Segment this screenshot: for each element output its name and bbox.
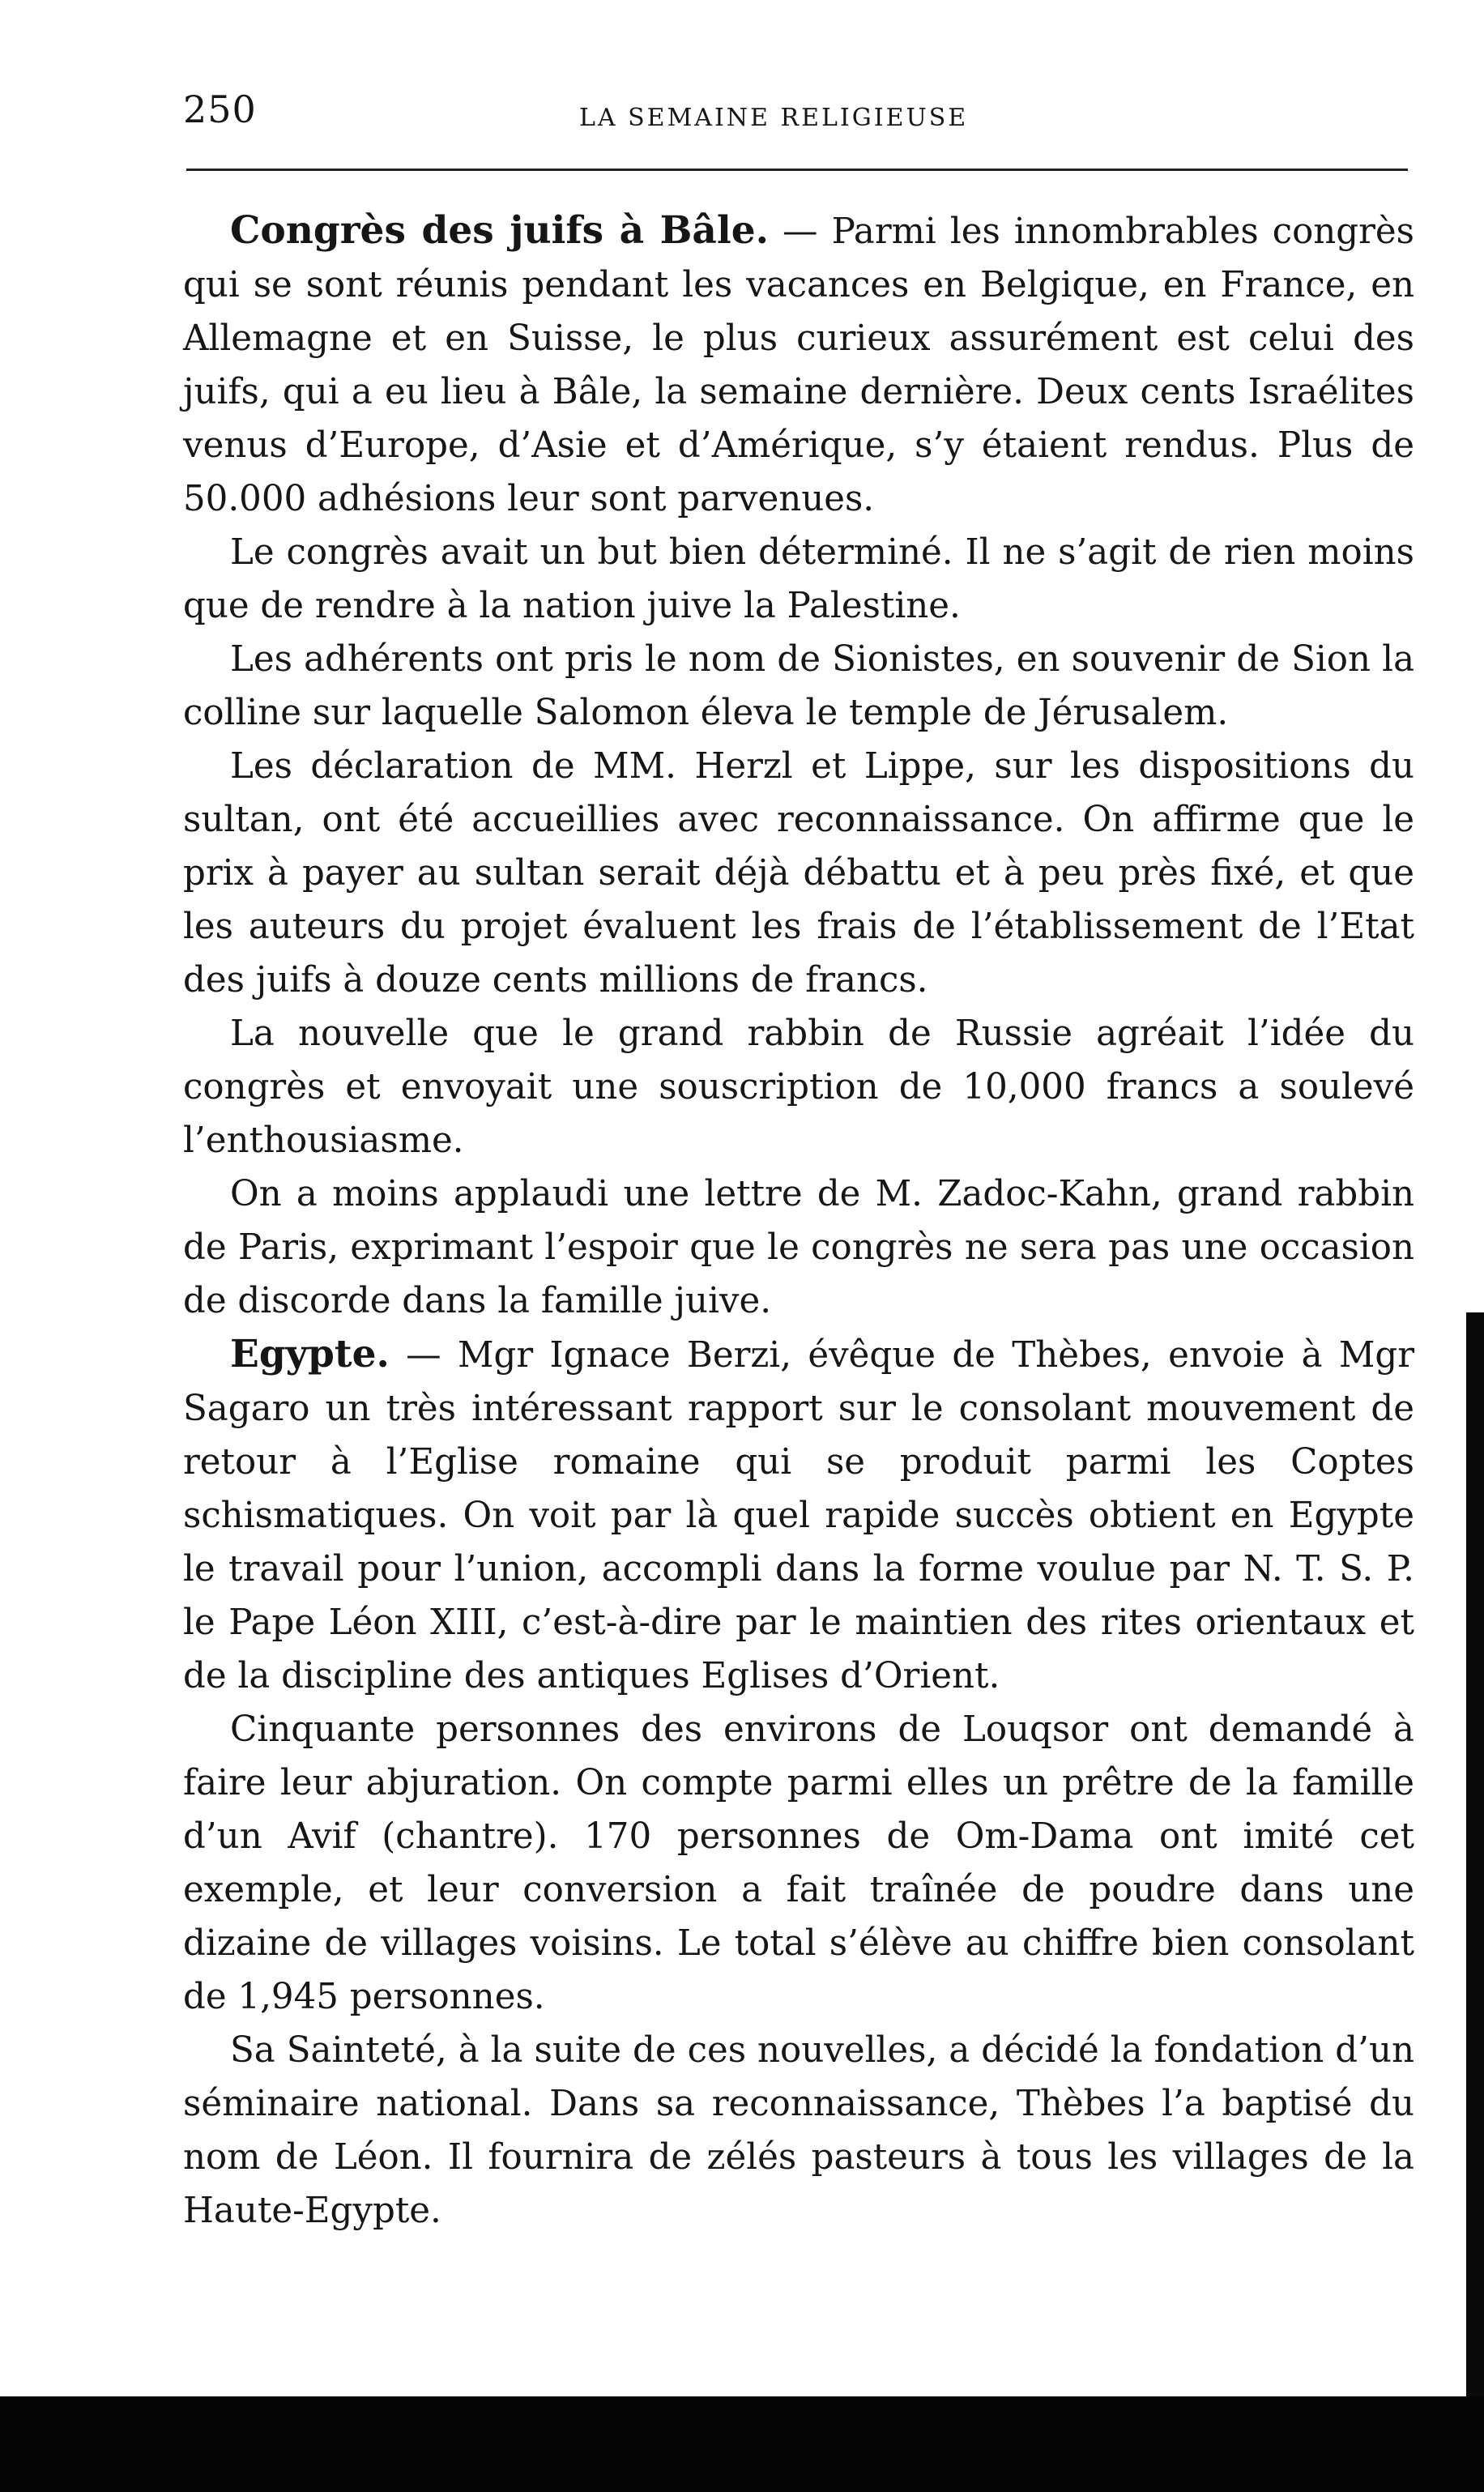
- paragraph-text: Sa Sainteté, à la suite de ces nouvelles, a décidé la fondation d’un séminaire national. Dans sa reconnaissance, Thèbes l’a baptisé du nom de Léon. Il fournira de zélés pasteurs à tous les villages de la Haute-Egypte.: [183, 2030, 1414, 2231]
- paragraph-text: — Parmi les innombrables congrès qui se sont réunis pendant les vacances en Belgique, en France, en Allemagne et en Suisse, le plus curieux assurément est celui des juifs, qui a eu lieu à Bâle, la semaine dernière. Deux cents Israélites venus d’Europe, d’Asie et d’Amérique, s’y étaient rendus. Plus de 50.000 adhésions leur sont parvenues.: [183, 211, 1414, 519]
- running-title: LA SEMAINE RELIGIEUSE: [579, 104, 969, 132]
- paragraph-text: Les adhérents ont pris le nom de Sionistes, en souvenir de Sion la colline sur laquelle Salomon éleva le temple de Jérusalem.: [183, 639, 1414, 733]
- section-title: Egypte.: [230, 1332, 390, 1376]
- paragraph-text: On a moins applaudi une lettre de M. Zadoc-Kahn, grand rabbin de Paris, exprimant l’espoir que le congrès ne sera pas une occasion de discorde dans la famille juive.: [183, 1174, 1414, 1321]
- article-body: [183, 204, 1414, 2238]
- paragraph: [183, 2024, 1414, 2238]
- scan-bottom-border: [0, 2396, 1484, 2492]
- paragraph: [183, 1167, 1414, 1328]
- scan-shadow-edge: [1466, 1312, 1484, 2398]
- page-number: 250: [183, 87, 257, 131]
- paragraph: [183, 740, 1414, 1007]
- paragraph-text: La nouvelle que le grand rabbin de Russie agréait l’idée du congrès et envoyait une souscription de 10,000 francs a soulevé l’enthousiasme.: [183, 1013, 1414, 1161]
- header-rule: [186, 169, 1408, 171]
- paragraph: [183, 633, 1414, 740]
- paragraph: [183, 1007, 1414, 1167]
- section-title: Congrès des juifs à Bâle.: [230, 208, 769, 253]
- paragraph-text: Cinquante personnes des environs de Louqsor ont demandé à faire leur abjuration. On compte parmi elles un prêtre de la famille d’un Avif (chantre). 170 personnes de Om-Dama ont imité cet exemple, et leur conversion a fait traînée de poudre dans une dizaine de villages voisins. Le total s’élève au chiffre bien consolant de 1,945 personnes.: [183, 1709, 1414, 2017]
- paragraph-text: — Mgr Ignace Berzi, évêque de Thèbes, envoie à Mgr Sagaro un très intéressant rapport sur le consolant mouvement de retour à l’Eglise romaine qui se produit parmi les Coptes schismatiques. On voit par là quel rapide succès obtient en Egypte le travail pour l’union, accompli dans la forme voulue par N. T. S. P. le Pape Léon XIII, c’est-à-dire par le maintien des rites orientaux et de la discipline des antiques Eglises d’Orient.: [183, 1335, 1414, 1696]
- paragraph: [183, 204, 1414, 526]
- paragraph: [183, 1703, 1414, 2024]
- paragraph-text: Les déclaration de MM. Herzl et Lippe, sur les dispositions du sultan, ont été accueillies avec reconnaissance. On affirme que le prix à payer au sultan serait déjà débattu et à peu près fixé, et que les auteurs du projet évaluent les frais de l’établissement de l’Etat des juifs à douze cents millions de francs.: [183, 746, 1414, 1001]
- paragraph-text: Le congrès avait un but bien déterminé. Il ne s’agit de rien moins que de rendre à la nation juive la Palestine.: [183, 532, 1414, 626]
- paragraph: [183, 526, 1414, 633]
- paragraph: [183, 1328, 1414, 1703]
